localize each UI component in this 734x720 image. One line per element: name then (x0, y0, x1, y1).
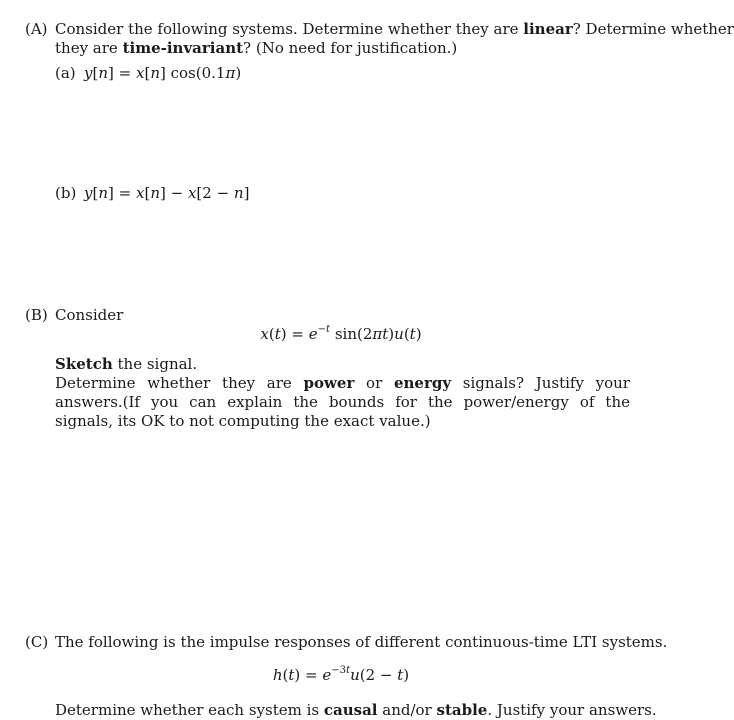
part-a-line1-text: Consider the following systems. Determine whether they are (55, 20, 524, 38)
part-c-question-and: and/or (377, 701, 437, 719)
part-c-intro: The following is the impulse responses of different continuous-time LTI systems. (55, 633, 668, 651)
keyword-power: power (303, 374, 355, 392)
item-a-label: (a) (55, 64, 76, 82)
part-a-line2 (55, 39, 457, 58)
part-b-equation: $x(t) = e^{-t}$ sin(2πt)u(t) (260, 324, 422, 343)
part-b-sketch-rest: the signal. (112, 355, 198, 373)
part-b-question-a: Determine whether they are (55, 374, 304, 392)
part-a-label: (A) (25, 20, 48, 38)
keyword-causal: causal (323, 701, 378, 719)
part-a-line2-text: they are (55, 39, 123, 57)
part-c-question-rest: . Justify your answers. (487, 701, 657, 719)
part-a-line1-tail: ? Determine whether (572, 20, 734, 38)
part-c-question (55, 701, 657, 720)
item-a-equation: y[n] = x[n] cos(0.1π) (84, 64, 242, 82)
item-b-label: (b) (55, 184, 77, 202)
part-b-question-or: or (354, 374, 394, 392)
part-b-intro: Consider (55, 306, 124, 324)
part-a-line1 (55, 20, 734, 39)
part-c-question-a: Determine whether each system is (55, 701, 324, 719)
keyword-energy: energy (393, 374, 452, 392)
part-b-question (55, 374, 630, 431)
part-c-equation: $h(t) = e^{-3t}u(2 - t)$ (272, 665, 410, 684)
keyword-stable: stable (436, 701, 488, 719)
part-b-question-rest: signals? Justify your answers.(If you can explain the bounds for the power/energy of the signals, its OK to not computing the exact value.) (55, 374, 630, 430)
part-a-line2-tail: ? (No need for justification.) (243, 39, 458, 57)
keyword-sketch: Sketch (55, 355, 113, 373)
part-c-label: (C) (25, 633, 49, 651)
keyword-time-invariant: time-invariant (122, 39, 244, 57)
keyword-linear: linear (523, 20, 573, 38)
part-b-label: (B) (25, 306, 48, 324)
item-b-equation: y[n] = x[n] − x[2 − n] (84, 184, 250, 202)
part-b-sketch (55, 355, 197, 374)
